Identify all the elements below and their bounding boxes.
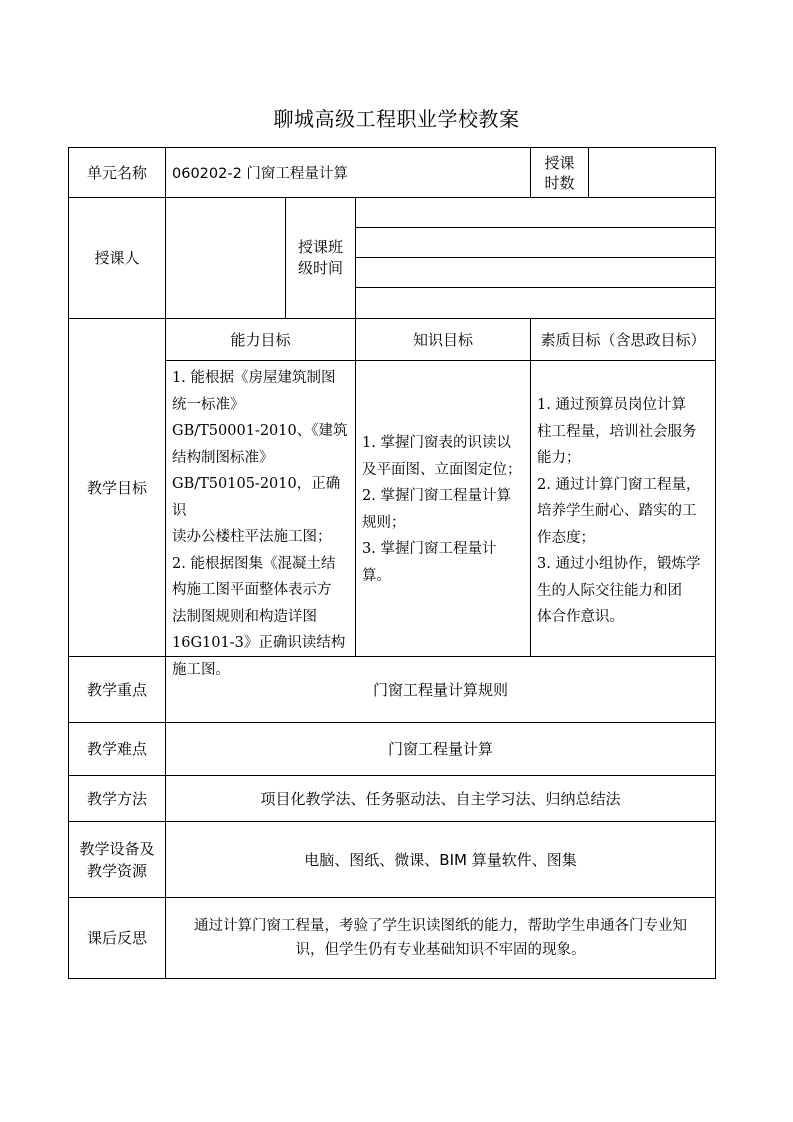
text-line: 柱工程量，培训社会服务 bbox=[537, 423, 697, 440]
ability-goals-text bbox=[172, 365, 354, 683]
text-line: 1. 通过预算员岗位计算 bbox=[537, 397, 686, 413]
text-line: 构施工图平面整体表示方 bbox=[172, 582, 332, 598]
teacher-value bbox=[166, 198, 285, 318]
text-line: 生的人际交往能力和团 bbox=[537, 582, 682, 599]
reflection-text bbox=[166, 898, 715, 978]
teacher-label: 授课人 bbox=[94, 249, 140, 267]
unit-name-label: 单元名称 bbox=[86, 163, 147, 182]
table-border-right bbox=[715, 147, 716, 979]
difficulties-value: 门窗工程量计算 bbox=[387, 740, 493, 758]
text-line: 1. 能根据《房屋建筑制图 bbox=[172, 370, 336, 386]
text-line: 统一标准》 bbox=[172, 396, 245, 413]
text-line: 培养学生耐心、踏实的工 bbox=[537, 503, 697, 519]
text-line: 作态度； bbox=[537, 529, 595, 546]
cell-divider bbox=[355, 318, 356, 656]
text-line: GB/T50001-2010、《建筑 bbox=[172, 423, 348, 439]
text-line: 施工图。 bbox=[172, 661, 230, 678]
text-line: 1. 掌握门窗表的识读以 bbox=[362, 435, 511, 451]
quality-goal-header: 素质目标（含思政目标） bbox=[540, 330, 706, 349]
text-line: 2. 掌握门窗工程量计算 bbox=[362, 488, 511, 504]
text-line: 结构制图标准》 bbox=[172, 449, 274, 466]
equipment-value: 电脑、图纸、微课、BIM 算量软件、图集 bbox=[304, 850, 577, 869]
text-line: 识，但学生仍有专业基础知识不牢固的现象。 bbox=[295, 942, 586, 958]
key-points-value: 门窗工程量计算规则 bbox=[372, 680, 508, 699]
reflection-label: 课后反思 bbox=[86, 929, 147, 947]
text-line: 3. 通过小组协作，锻炼学 bbox=[537, 556, 701, 572]
page-title: 聊城高级工程职业学校教案 bbox=[273, 107, 520, 131]
knowledge-goals-text bbox=[362, 430, 530, 589]
unit-name-value: 060202-2 门窗工程量计算 bbox=[172, 166, 348, 182]
class-hours-label: 授课时数 bbox=[544, 153, 575, 192]
cell-divider bbox=[530, 318, 531, 656]
text-line: 能力； bbox=[537, 450, 581, 466]
text-line: 2. 通过计算门窗工程量， bbox=[537, 476, 701, 493]
methods-label: 教学方法 bbox=[86, 789, 147, 808]
key-points-label: 教学重点 bbox=[86, 680, 147, 699]
methods-value: 项目化教学法、任务驱动法、自主学习法、归纳总结法 bbox=[260, 789, 621, 808]
text-line: 法制图规则和构造详图 bbox=[172, 608, 317, 625]
quality-goals-text bbox=[537, 392, 715, 631]
text-line: 规则； bbox=[362, 514, 406, 531]
ability-goal-header: 能力目标 bbox=[230, 330, 291, 349]
class-time-label: 授课班级时间 bbox=[297, 238, 343, 277]
text-line: 2. 能根据图集《混凝土结 bbox=[172, 555, 336, 572]
class-time-row bbox=[360, 228, 710, 257]
text-line: 3. 掌握门窗工程量计 bbox=[362, 541, 497, 557]
text-line: 通过计算门窗工程量，考验了学生识读图纸的能力，帮助学生串通各门专业知 bbox=[194, 918, 687, 934]
text-line: 16G101-3》正确识读结构 bbox=[172, 635, 346, 651]
text-line: 及平面图、立面图定位； bbox=[362, 461, 522, 478]
class-time-row bbox=[360, 198, 710, 227]
class-time-row bbox=[360, 288, 710, 318]
text-line: 算。 bbox=[362, 567, 391, 584]
text-line: GB/T50105-2010，正确识 bbox=[172, 476, 341, 519]
text-line: 体合作意识。 bbox=[537, 609, 624, 625]
class-time-row bbox=[360, 258, 710, 287]
teaching-goals-label: 教学目标 bbox=[86, 478, 147, 497]
knowledge-goal-header: 知识目标 bbox=[412, 330, 473, 349]
goals-header-divider bbox=[165, 360, 716, 361]
difficulties-label: 教学难点 bbox=[86, 740, 147, 758]
class-hours-value bbox=[589, 148, 715, 197]
equipment-label: 教学设备及 教学资源 bbox=[79, 839, 155, 880]
text-line: 读办公楼柱平法施工图； bbox=[172, 529, 332, 545]
